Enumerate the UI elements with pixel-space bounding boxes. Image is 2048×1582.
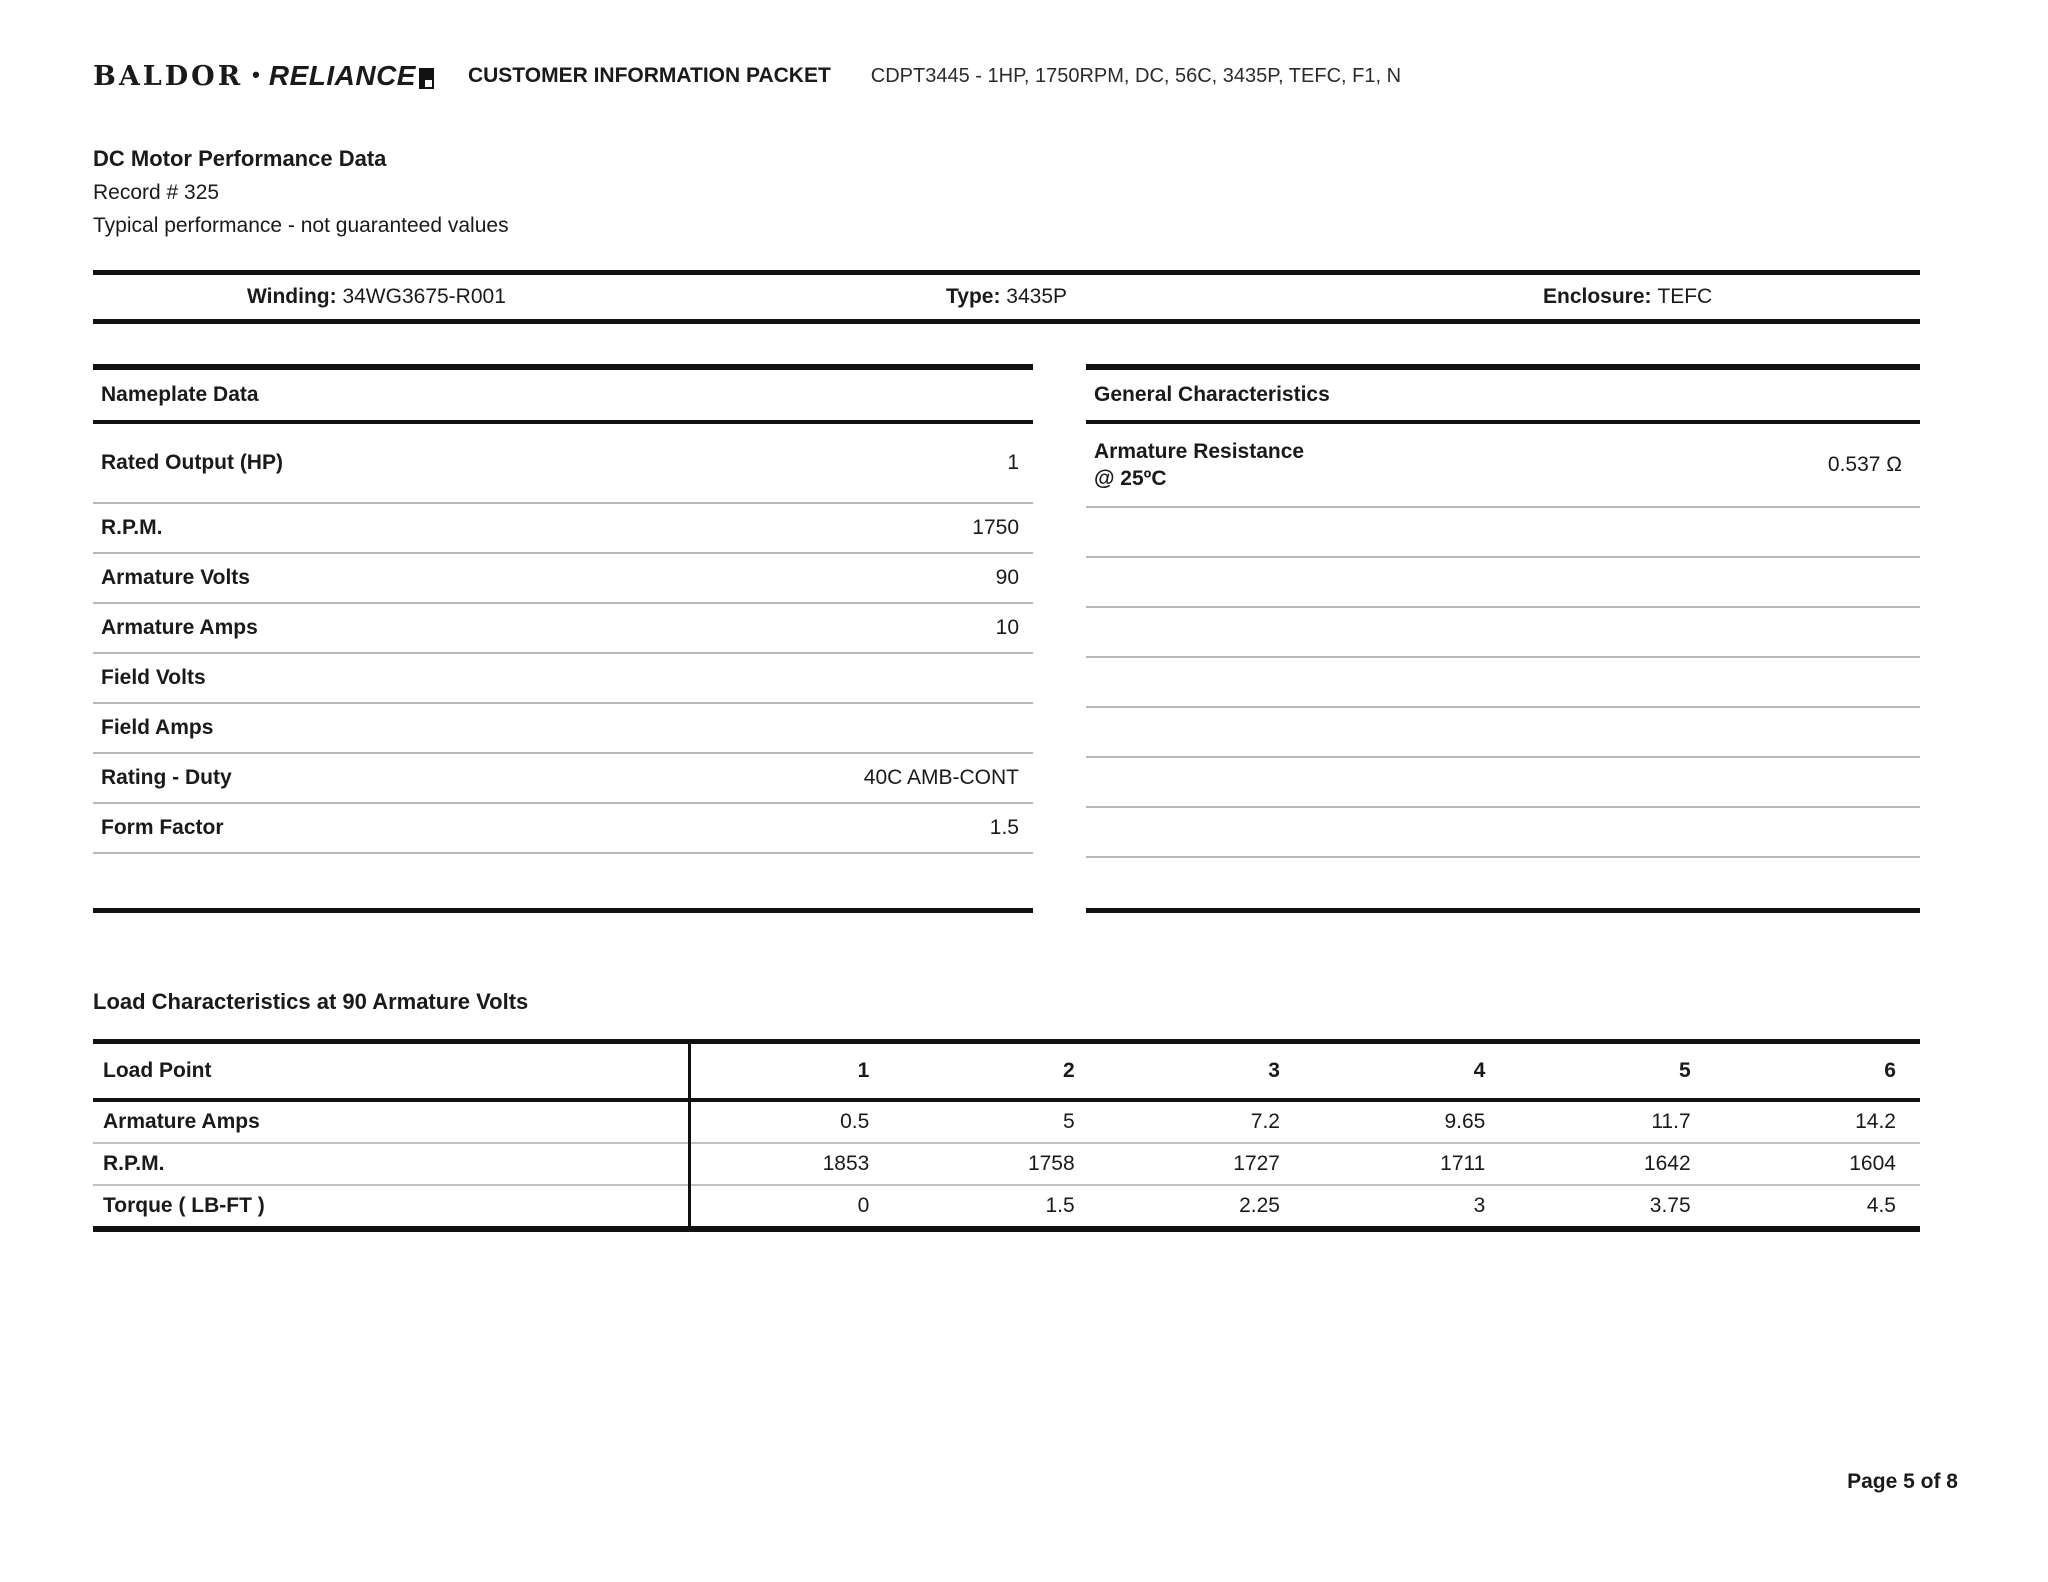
nameplate-table-title: Nameplate Data	[93, 370, 1033, 424]
table-bottom-spacer	[1086, 858, 1920, 908]
row-label: Torque ( LB-FT )	[103, 1194, 265, 1217]
record-number: Record # 325	[93, 181, 220, 204]
type-label: Type:	[946, 285, 1001, 308]
winding-field	[247, 285, 506, 309]
packet-title: CUSTOMER INFORMATION PACKET	[467, 64, 831, 87]
table-row-empty	[1086, 558, 1920, 608]
table-row	[93, 654, 1033, 704]
cell-value: 1853	[822, 1152, 870, 1175]
row-label: R.P.M.	[103, 1152, 165, 1175]
cell-value: 1.5	[1045, 1194, 1075, 1217]
load-point-number: 5	[1678, 1059, 1691, 1082]
table-row	[93, 604, 1033, 654]
document-title: DC Motor Performance Data	[93, 146, 387, 171]
table-row-empty	[1086, 808, 1920, 858]
reliance-trademark-icon	[419, 68, 434, 89]
row-label	[1086, 438, 1304, 492]
table-row	[93, 554, 1033, 604]
winding-label: Winding:	[247, 285, 337, 308]
table-row-empty	[1086, 658, 1920, 708]
page-number: Page 5 of 8	[1847, 1470, 1958, 1493]
row-value: 1	[1007, 451, 1019, 474]
row-value: 0.537 Ω	[1827, 453, 1902, 476]
table-row-empty	[1086, 608, 1920, 658]
row-label-line1: Armature Resistance	[1094, 440, 1305, 463]
row-label: Field Volts	[101, 666, 206, 689]
logo-separator-dot: •	[252, 62, 260, 87]
load-point-number: 1	[857, 1059, 870, 1082]
load-table-row	[93, 1102, 1920, 1144]
cell-value: 14.2	[1855, 1110, 1896, 1133]
cell-value: 1758	[1027, 1152, 1075, 1175]
table-row-empty	[1086, 708, 1920, 758]
type-value: 3435P	[1006, 285, 1068, 308]
logo-reliance-text: RELIANCE	[268, 60, 416, 91]
performance-note: Typical performance - not guaranteed values	[93, 214, 509, 237]
cell-value: 3.75	[1649, 1194, 1691, 1217]
row-value: 1750	[972, 516, 1019, 539]
enclosure-value: TEFC	[1657, 285, 1713, 308]
row-value: 10	[995, 616, 1019, 639]
title-block	[93, 146, 1920, 238]
row-value: 90	[995, 566, 1019, 589]
cell-value: 1642	[1643, 1152, 1691, 1175]
cell-value: 11.7	[1651, 1110, 1691, 1133]
product-code: CDPT3445 - 1HP, 1750RPM, DC, 56C, 3435P, TEFC, F1, N	[870, 64, 1402, 87]
table-row	[1086, 424, 1920, 508]
row-label: Armature Amps	[101, 616, 258, 639]
table-row-empty	[1086, 758, 1920, 808]
cell-value: 1727	[1233, 1152, 1280, 1175]
row-label: Field Amps	[101, 716, 214, 739]
cell-value: 2.25	[1239, 1194, 1280, 1217]
load-point-number: 4	[1473, 1059, 1486, 1082]
table-row	[93, 424, 1033, 504]
load-table-row	[93, 1144, 1920, 1186]
row-label: Armature Volts	[101, 566, 250, 589]
table-bottom-spacer	[93, 854, 1033, 904]
cell-value: 5	[1062, 1110, 1075, 1133]
cell-value: 7.2	[1250, 1110, 1280, 1133]
cell-value: 3	[1473, 1194, 1486, 1217]
load-characteristics-table	[93, 1039, 1920, 1232]
baldor-reliance-logo	[93, 60, 434, 92]
load-point-number: 6	[1884, 1059, 1896, 1082]
table-row	[93, 504, 1033, 554]
type-field	[946, 285, 1067, 309]
row-label: R.P.M.	[101, 516, 163, 539]
cell-value: 0	[857, 1194, 870, 1217]
row-label: Form Factor	[101, 816, 224, 839]
cell-value: 1604	[1849, 1152, 1896, 1175]
load-table-header-row	[93, 1044, 1920, 1102]
page-header	[93, 58, 1920, 94]
row-label-line2: @ 25ºC	[1094, 467, 1167, 490]
nameplate-data-table	[93, 364, 1033, 913]
row-value: 40C AMB-CONT	[863, 766, 1019, 789]
table-row	[93, 704, 1033, 754]
row-value: 1.5	[989, 816, 1019, 839]
data-tables-section	[93, 364, 1920, 913]
winding-summary-bar	[93, 270, 1920, 324]
logo-baldor-text: BALDOR	[93, 60, 244, 92]
cell-value: 9.65	[1444, 1110, 1486, 1133]
winding-value: 34WG3675-R001	[342, 285, 506, 308]
row-label: Rating - Duty	[101, 766, 232, 789]
load-point-number: 3	[1268, 1059, 1280, 1082]
table-row	[93, 804, 1033, 854]
enclosure-field	[1543, 285, 1712, 309]
load-point-header-label: Load Point	[103, 1059, 212, 1082]
cell-value: 1711	[1440, 1152, 1486, 1175]
general-table-title: General Characteristics	[1086, 370, 1920, 424]
enclosure-label: Enclosure:	[1543, 285, 1652, 308]
load-characteristics-title: Load Characteristics at 90 Armature Volts	[93, 989, 529, 1014]
table-row-empty	[1086, 508, 1920, 558]
load-table-row	[93, 1186, 1920, 1226]
cell-value: 0.5	[840, 1110, 870, 1133]
row-label: Armature Amps	[103, 1110, 260, 1133]
load-point-number: 2	[1062, 1059, 1075, 1082]
row-label: Rated Output (HP)	[101, 451, 283, 474]
cell-value: 4.5	[1866, 1194, 1896, 1217]
table-row	[93, 754, 1033, 804]
general-characteristics-table	[1086, 364, 1920, 913]
